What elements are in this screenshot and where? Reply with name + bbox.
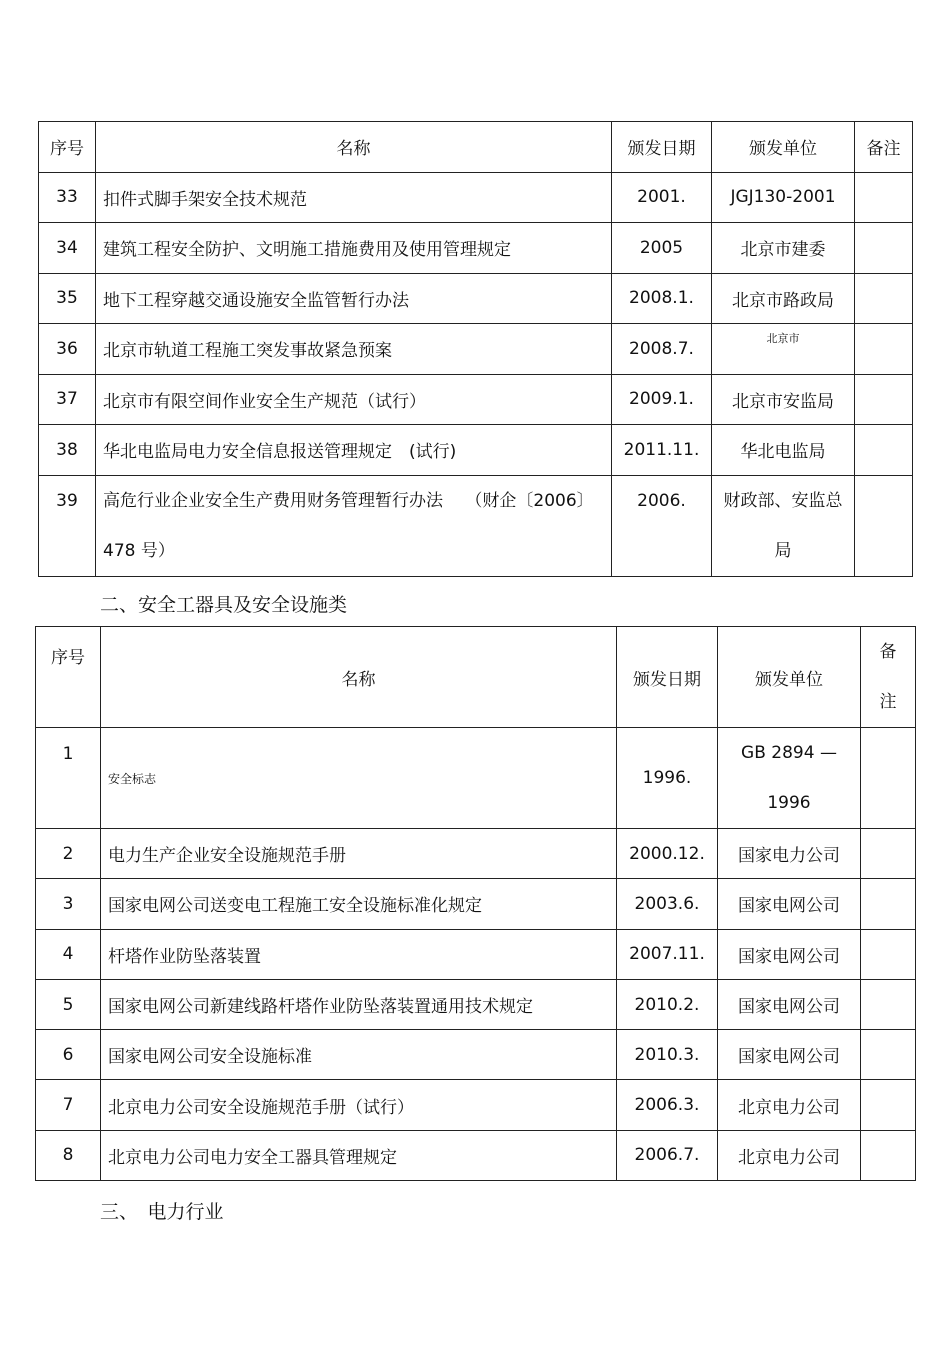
row-no: 4 <box>36 929 101 979</box>
row-no: 6 <box>36 1030 101 1080</box>
header-note: 备注 <box>855 122 913 173</box>
row-date: 2006.7. <box>617 1130 718 1180</box>
row-note <box>855 172 913 223</box>
row-unit: JGJ130-2001 <box>712 172 855 223</box>
row-note <box>855 324 913 375</box>
section-heading-2: 二、安全工器具及安全设施类 <box>100 594 348 616</box>
row-name-line2: 478 号） <box>103 540 175 561</box>
table-header-row <box>39 122 913 173</box>
row-note <box>855 223 913 274</box>
row-name: 北京电力公司安全设施规范手册（试行） <box>101 1080 617 1130</box>
row-no: 39 <box>39 475 96 576</box>
row-date: 1996. <box>617 728 718 829</box>
row-unit: 北京市路政局 <box>712 273 855 324</box>
header-no: 序号 <box>39 122 96 173</box>
row-unit: 国家电网公司 <box>718 929 861 979</box>
row-date: 2010.3. <box>617 1030 718 1080</box>
header-note-line2: 注 <box>879 692 897 712</box>
row-unit-text: 北京市 <box>766 332 800 345</box>
header-unit: 颁发单位 <box>712 122 855 173</box>
row-unit: 国家电力公司 <box>718 829 861 879</box>
table-header-row <box>36 627 916 728</box>
row-unit <box>712 475 855 576</box>
table-row <box>36 728 916 829</box>
row-name <box>101 728 617 829</box>
row-unit <box>712 324 855 375</box>
row-date: 2010.2. <box>617 979 718 1029</box>
table-row <box>36 929 916 979</box>
header-date: 颁发日期 <box>617 627 718 728</box>
row-unit: 国家电网公司 <box>718 979 861 1029</box>
row-date: 2000.12. <box>617 829 718 879</box>
row-name: 电力生产企业安全设施规范手册 <box>101 829 617 879</box>
row-no: 34 <box>39 223 96 274</box>
table-row <box>39 223 913 274</box>
row-note <box>855 425 913 476</box>
table-row <box>36 1030 916 1080</box>
row-no: 2 <box>36 829 101 879</box>
row-no: 5 <box>36 979 101 1029</box>
row-unit-line2: 局 <box>774 540 792 561</box>
row-name: 国家电网公司送变电工程施工安全设施标准化规定 <box>101 879 617 929</box>
row-unit-line1: 财政部、安监总 <box>723 490 843 511</box>
row-name: 国家电网公司新建线路杆塔作业防坠落装置通用技术规定 <box>101 979 617 1029</box>
row-unit <box>718 728 861 829</box>
row-no: 33 <box>39 172 96 223</box>
section-heading-3: 三、 电力行业 <box>100 1201 224 1223</box>
row-no: 8 <box>36 1130 101 1180</box>
table-row <box>36 979 916 1029</box>
row-no: 35 <box>39 273 96 324</box>
table-row <box>39 324 913 375</box>
table-row <box>39 374 913 425</box>
table-row <box>39 475 913 576</box>
table-row <box>39 273 913 324</box>
row-note <box>861 829 916 879</box>
row-name <box>96 475 612 576</box>
row-note <box>855 273 913 324</box>
row-note <box>861 929 916 979</box>
row-date: 2005 <box>612 223 712 274</box>
row-no: 7 <box>36 1080 101 1130</box>
row-note <box>861 728 916 829</box>
row-name: 北京市有限空间作业安全生产规范（试行） <box>96 374 612 425</box>
regulations-table-1 <box>38 121 913 577</box>
row-date: 2008.7. <box>612 324 712 375</box>
row-unit: 华北电监局 <box>712 425 855 476</box>
row-name: 扣件式脚手架安全技术规范 <box>96 172 612 223</box>
row-name: 国家电网公司安全设施标准 <box>101 1030 617 1080</box>
row-unit: 北京市建委 <box>712 223 855 274</box>
row-name: 建筑工程安全防护、文明施工措施费用及使用管理规定 <box>96 223 612 274</box>
row-name: 杆塔作业防坠落装置 <box>101 929 617 979</box>
header-name: 名称 <box>96 122 612 173</box>
row-unit: 国家电网公司 <box>718 879 861 929</box>
table-row <box>36 829 916 879</box>
row-note <box>855 475 913 576</box>
table-row <box>36 1080 916 1130</box>
table-row <box>36 879 916 929</box>
row-name: 华北电监局电力安全信息报送管理规定 (试行) <box>96 425 612 476</box>
row-date: 2009.1. <box>612 374 712 425</box>
row-no: 37 <box>39 374 96 425</box>
row-no: 1 <box>36 728 101 829</box>
row-note <box>861 1030 916 1080</box>
row-date: 2006.3. <box>617 1080 718 1130</box>
row-date: 2003.6. <box>617 879 718 929</box>
row-name-line1: 高危行业企业安全生产费用财务管理暂行办法 （财企〔2006〕 <box>103 490 594 511</box>
row-unit-line1: GB 2894 — <box>741 743 837 763</box>
table-row <box>39 172 913 223</box>
header-note <box>861 627 916 728</box>
header-unit: 颁发单位 <box>718 627 861 728</box>
row-unit: 北京电力公司 <box>718 1080 861 1130</box>
row-no: 36 <box>39 324 96 375</box>
row-no: 38 <box>39 425 96 476</box>
row-note <box>861 879 916 929</box>
row-note <box>861 1130 916 1180</box>
header-no: 序号 <box>36 627 101 728</box>
row-unit: 北京市安监局 <box>712 374 855 425</box>
row-note <box>855 374 913 425</box>
row-name: 北京市轨道工程施工突发事故紧急预案 <box>96 324 612 375</box>
row-unit: 国家电网公司 <box>718 1030 861 1080</box>
row-note <box>861 979 916 1029</box>
header-note-line1: 备 <box>879 642 897 662</box>
row-name-text: 安全标志 <box>108 772 157 786</box>
row-unit: 北京电力公司 <box>718 1130 861 1180</box>
row-name: 北京电力公司电力安全工器具管理规定 <box>101 1130 617 1180</box>
row-date: 2011.11. <box>612 425 712 476</box>
row-note <box>861 1080 916 1130</box>
header-date: 颁发日期 <box>612 122 712 173</box>
row-date: 2008.1. <box>612 273 712 324</box>
table-row <box>39 425 913 476</box>
row-unit-line2: 1996 <box>767 793 811 813</box>
table-row <box>36 1130 916 1180</box>
row-no: 3 <box>36 879 101 929</box>
row-date: 2007.11. <box>617 929 718 979</box>
header-name: 名称 <box>101 627 617 728</box>
row-name: 地下工程穿越交通设施安全监管暂行办法 <box>96 273 612 324</box>
row-date: 2001. <box>612 172 712 223</box>
row-date: 2006. <box>612 475 712 576</box>
regulations-table-2 <box>35 626 916 1181</box>
